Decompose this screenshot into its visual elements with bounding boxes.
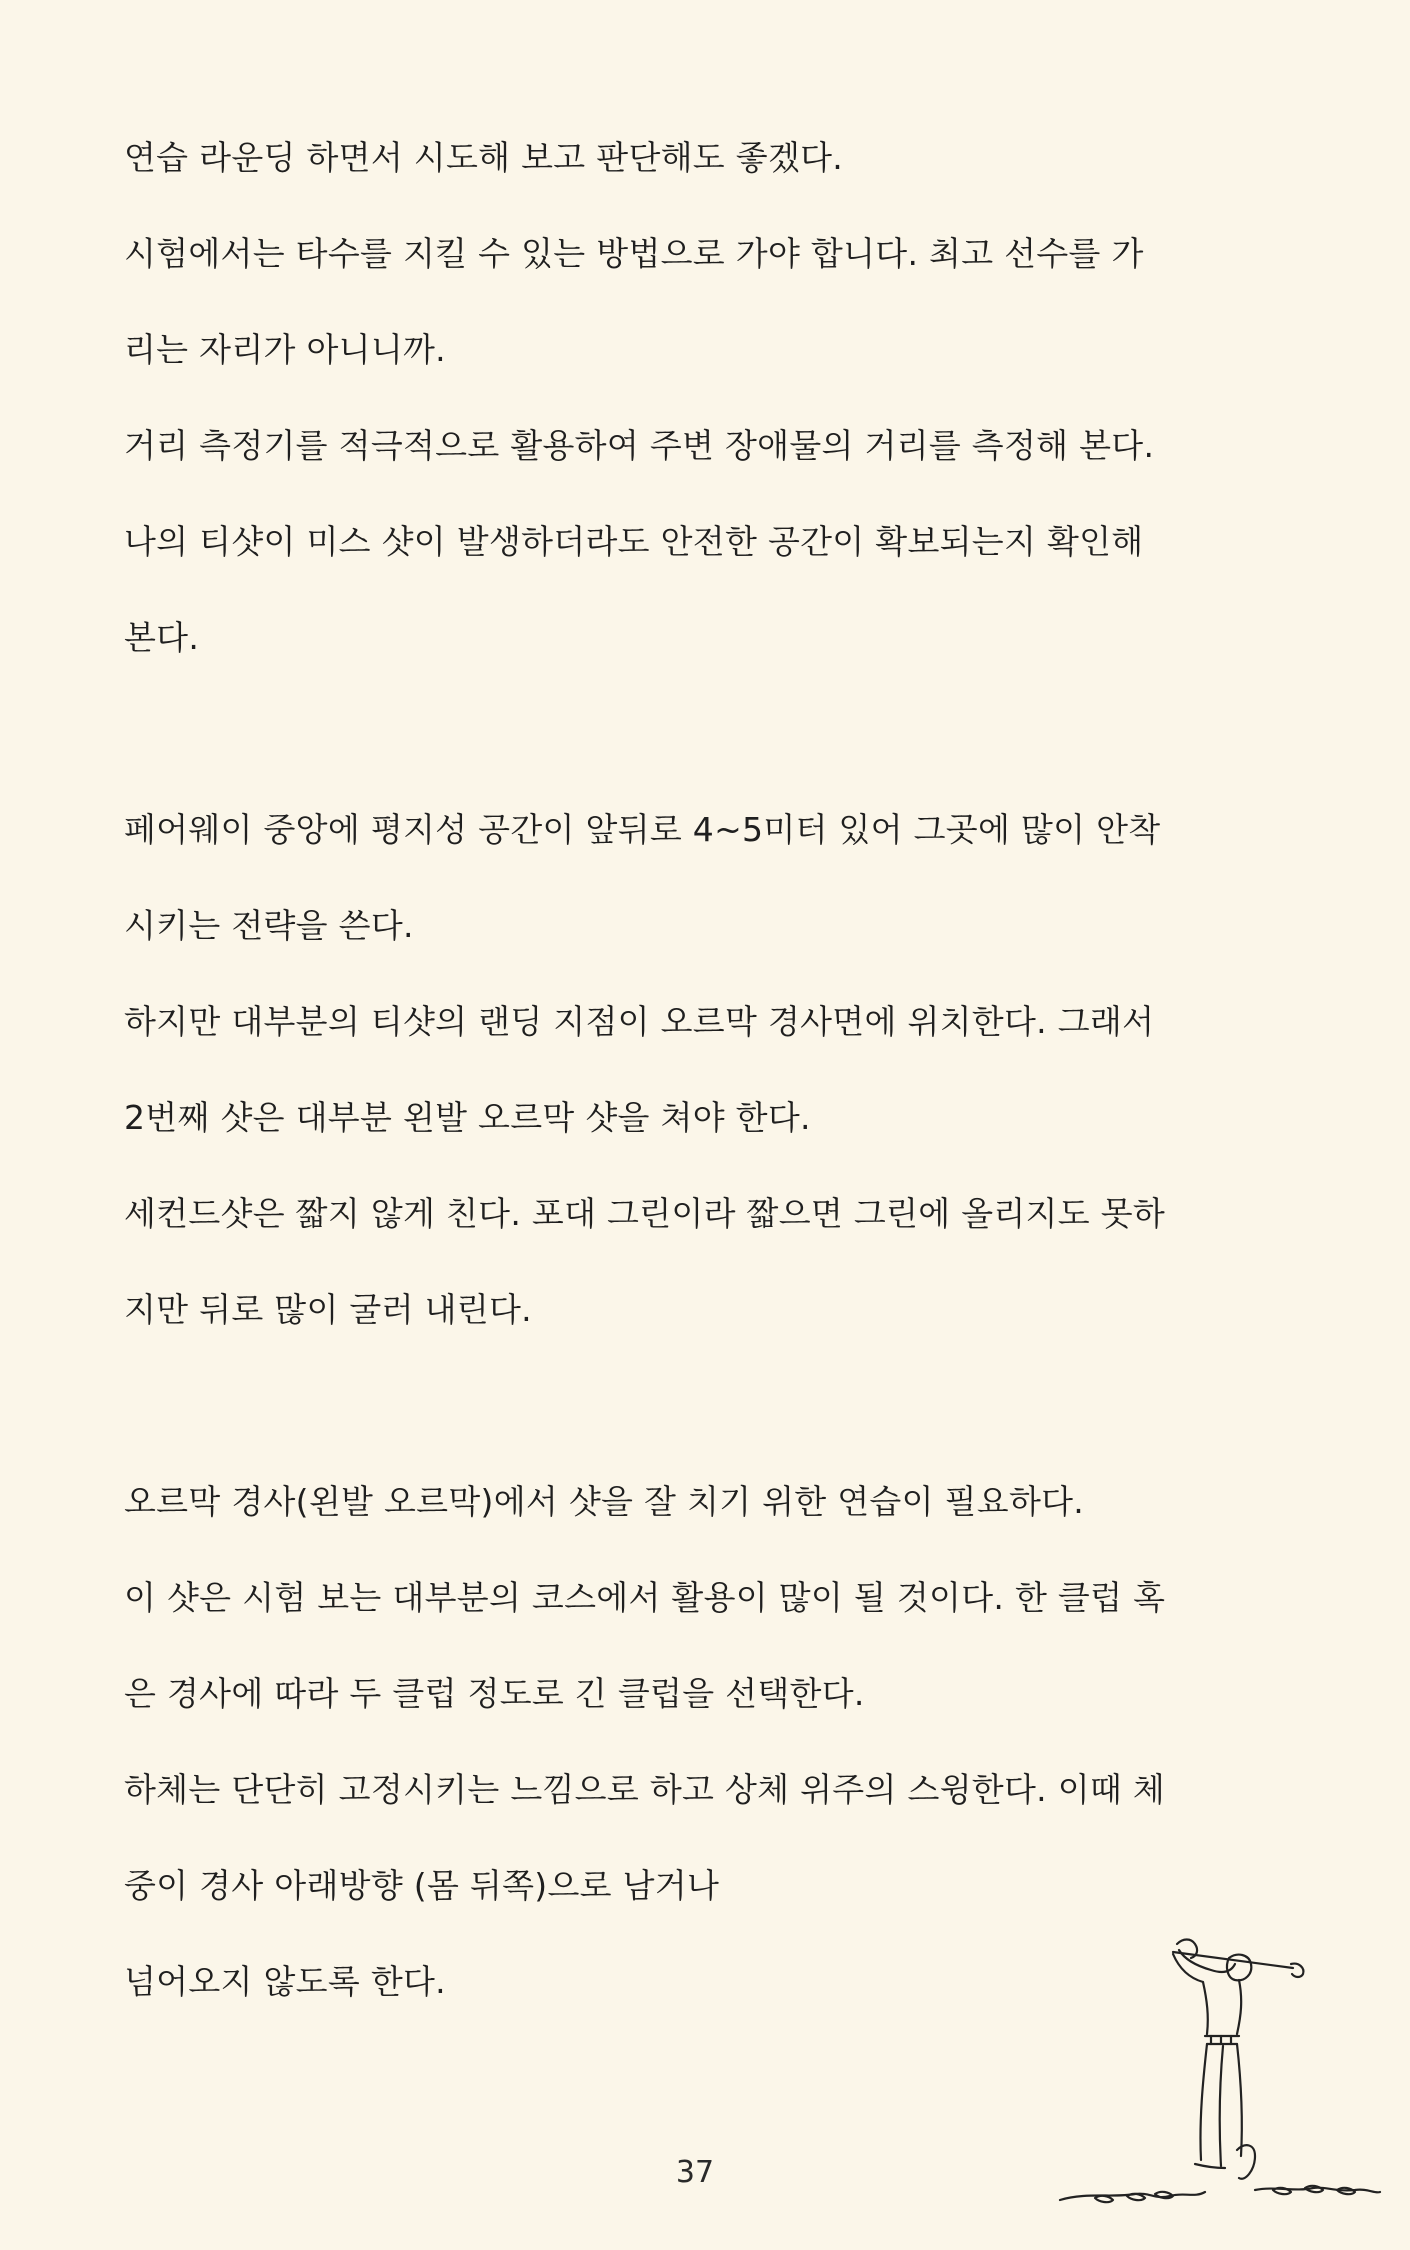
text-line: 본다. bbox=[124, 618, 200, 657]
paragraph-1 bbox=[124, 110, 1274, 686]
paragraph-2 bbox=[124, 782, 1274, 1358]
text-line: 연습 라운딩 하면서 시도해 보고 판단해도 좋겠다. bbox=[124, 138, 844, 177]
text-line: 은 경사에 따라 두 클럽 정도로 긴 클럽을 선택한다. bbox=[124, 1674, 865, 1713]
text-line: 넘어오지 않도록 한다. bbox=[124, 1962, 446, 2001]
text-line: 거리 측정기를 적극적으로 활용하여 주변 장애물의 거리를 측정해 본다. bbox=[124, 426, 1155, 465]
book-page-body bbox=[124, 110, 1274, 2030]
text-line: 리는 자리가 아니니까. bbox=[124, 330, 446, 369]
paragraph-spacer bbox=[124, 1358, 1274, 1454]
text-line: 이 샷은 시험 보는 대부분의 코스에서 활용이 많이 될 것이다. 한 클럽 혹 bbox=[124, 1578, 1166, 1617]
text-line: 중이 경사 아래방향 (몸 뒤쪽)으로 남거나 bbox=[124, 1866, 720, 1905]
text-line: 나의 티샷이 미스 샷이 발생하더라도 안전한 공간이 확보되는지 확인해 bbox=[124, 522, 1144, 561]
text-line: 하체는 단단히 고정시키는 느낌으로 하고 상체 위주의 스윙한다. 이때 체 bbox=[124, 1770, 1166, 1809]
text-line: 페어웨이 중앙에 평지성 공간이 앞뒤로 4~5미터 있어 그곳에 많이 안착 bbox=[124, 810, 1161, 849]
page-number: 37 bbox=[675, 2155, 715, 2190]
text-line: 세컨드샷은 짧지 않게 친다. 포대 그린이라 짧으면 그린에 올리지도 못하 bbox=[124, 1194, 1166, 1233]
text-line: 시험에서는 타수를 지킬 수 있는 방법으로 가야 합니다. 최고 선수를 가 bbox=[124, 234, 1144, 273]
text-line: 시키는 전략을 쓴다. bbox=[124, 906, 414, 945]
paragraph-spacer bbox=[124, 686, 1274, 782]
text-line: 2번째 샷은 대부분 왼발 오르막 샷을 쳐야 한다. bbox=[124, 1098, 811, 1137]
text-line: 지만 뒤로 많이 굴러 내린다. bbox=[124, 1290, 532, 1329]
text-line: 하지만 대부분의 티샷의 랜딩 지점이 오르막 경사면에 위치한다. 그래서 bbox=[124, 1002, 1155, 1041]
text-line: 오르막 경사(왼발 오르막)에서 샷을 잘 치기 위한 연습이 필요하다. bbox=[124, 1482, 1085, 1521]
